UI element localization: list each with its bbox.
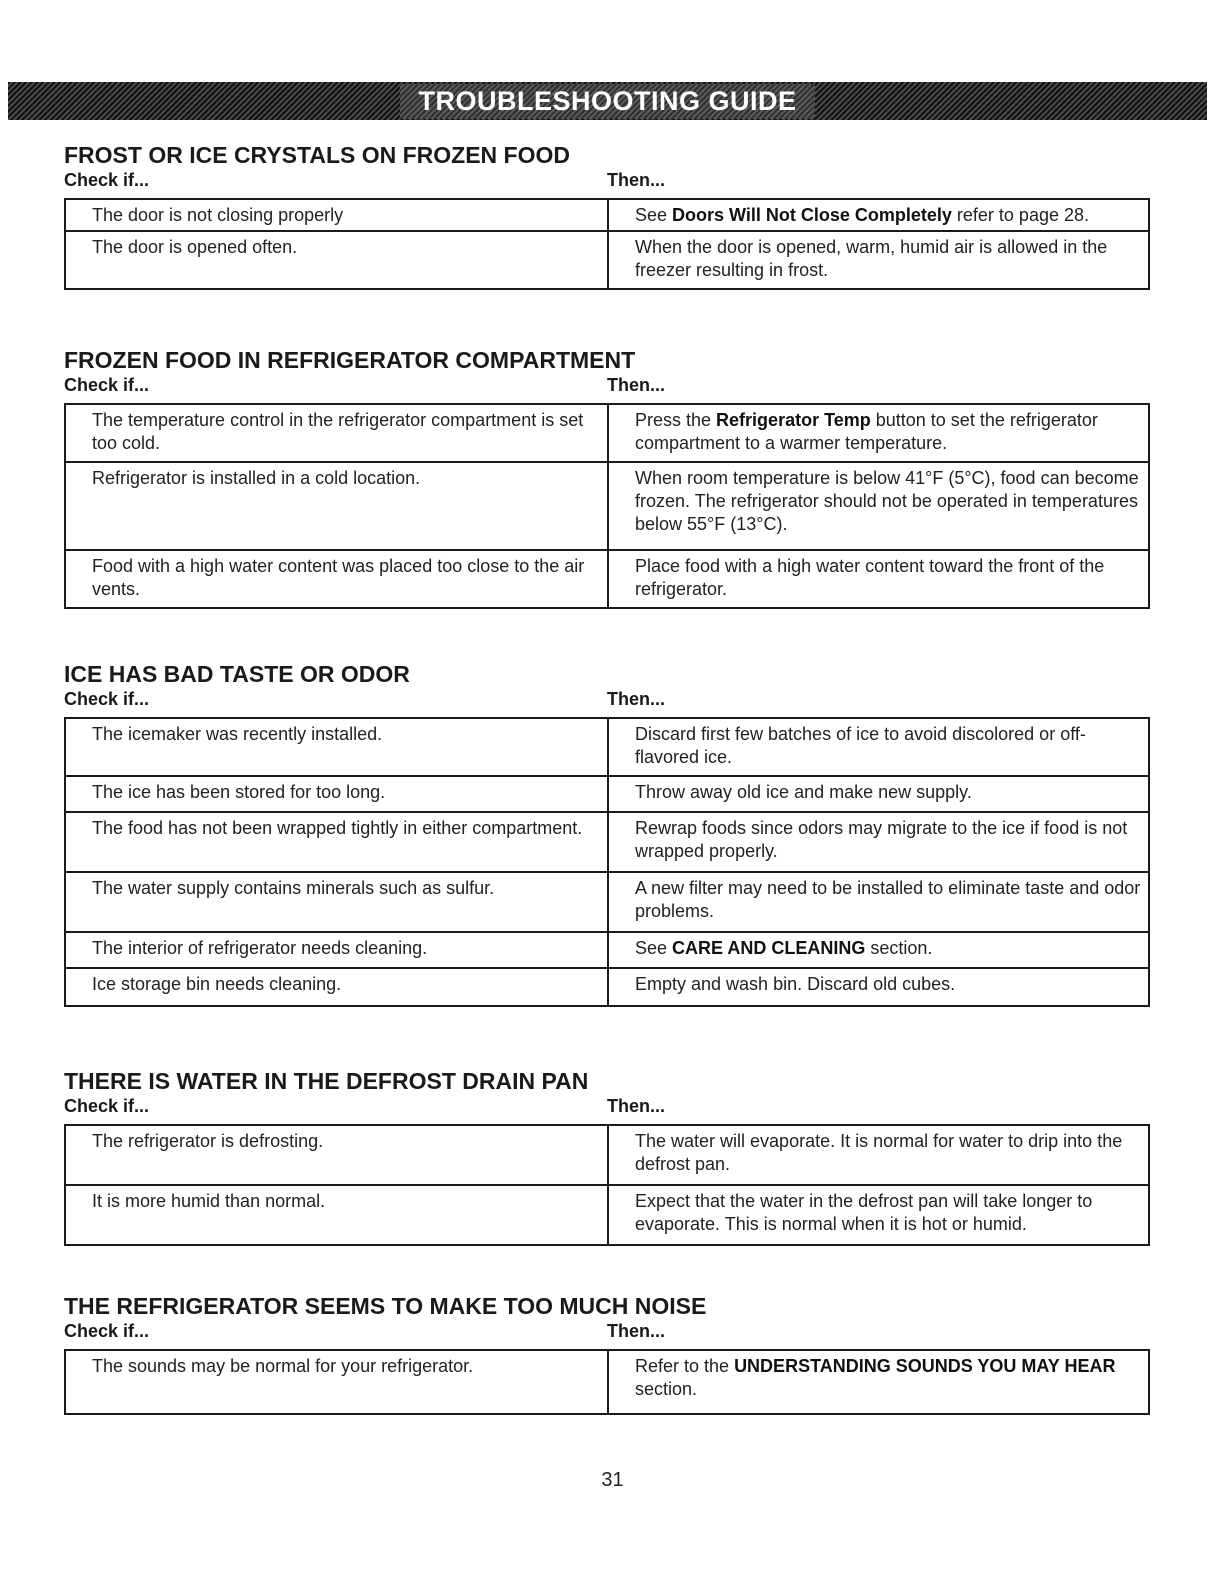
page-banner (8, 82, 1207, 120)
table-row (66, 719, 1148, 775)
then-cell: When room temperature is below 41°F (5°C), food can become frozen. The refrigerator should not be operated in temperatures below 55°F (13°C). (635, 468, 1139, 534)
troubleshooting-table (64, 717, 1150, 1007)
check-if-heading: Check if... (64, 170, 150, 190)
check-cell: It is more humid than normal. (66, 1186, 609, 1244)
section-title: ICE HAS BAD TASTE OR ODOR (64, 661, 410, 687)
table-row (66, 405, 1148, 461)
then-heading: Then... (607, 1321, 665, 1341)
then-cell: Expect that the water in the defrost pan will take longer to evaporate. This is normal when it is hot or humid. (635, 1191, 1093, 1234)
troubleshooting-table (64, 198, 1150, 290)
check-cell: The door is opened often. (66, 232, 609, 288)
table-row (66, 1351, 1148, 1413)
troubleshooting-table (64, 1349, 1150, 1415)
page-number: 31 (601, 1469, 624, 1491)
troubleshooting-table (64, 1124, 1150, 1246)
table-row (66, 775, 1148, 811)
check-if-heading: Check if... (64, 1096, 150, 1116)
section-ice-bad-taste (64, 661, 1150, 1007)
check-cell: The icemaker was recently installed. (66, 719, 609, 775)
check-cell: Refrigerator is installed in a cold location. (66, 463, 609, 549)
then-cell: A new filter may need to be installed to eliminate taste and odor problems. (635, 878, 1141, 921)
section-title: THERE IS WATER IN THE DEFROST DRAIN PAN (64, 1068, 589, 1094)
column-headers (64, 168, 1150, 192)
then-cell: Place food with a high water content toward the front of the refrigerator. (635, 556, 1105, 599)
check-cell: The water supply contains minerals such as sulfur. (66, 873, 609, 931)
check-cell: The interior of refrigerator needs cleaning. (66, 933, 609, 967)
then-cell: See Doors Will Not Close Completely refer to page 28. (635, 205, 1089, 225)
section-frozen-food (64, 347, 1150, 609)
then-cell: The water will evaporate. It is normal for water to drip into the defrost pan. (635, 1131, 1123, 1174)
section-water-in-drain-pan (64, 1068, 1150, 1246)
then-cell: Discard first few batches of ice to avoid discolored or off-flavored ice. (635, 724, 1086, 767)
table-row (66, 461, 1148, 549)
then-cell: Throw away old ice and make new supply. (635, 782, 972, 802)
column-headers (64, 687, 1150, 711)
table-row (66, 200, 1148, 230)
check-if-heading: Check if... (64, 689, 150, 709)
check-cell: The food has not been wrapped tightly in either compartment. (66, 813, 609, 871)
check-if-heading: Check if... (64, 375, 150, 395)
column-headers (64, 373, 1150, 397)
section-frost-ice-crystals (64, 142, 1150, 290)
table-row (66, 811, 1148, 871)
table-row (66, 549, 1148, 607)
then-heading: Then... (607, 170, 665, 190)
then-heading: Then... (607, 689, 665, 709)
check-cell: The door is not closing properly (66, 200, 609, 230)
column-headers (64, 1094, 1150, 1118)
table-row (66, 1184, 1148, 1244)
then-cell: Rewrap foods since odors may migrate to the ice if food is not wrapped properly. (635, 818, 1128, 861)
troubleshooting-table (64, 403, 1150, 609)
table-row (66, 230, 1148, 288)
section-title: FROZEN FOOD IN REFRIGERATOR COMPARTMENT (64, 347, 636, 373)
section-title: THE REFRIGERATOR SEEMS TO MAKE TOO MUCH NOISE (64, 1293, 707, 1319)
check-cell: The refrigerator is defrosting. (66, 1126, 609, 1184)
then-heading: Then... (607, 375, 665, 395)
then-heading: Then... (607, 1096, 665, 1116)
then-cell: See CARE AND CLEANING section. (635, 938, 933, 958)
table-row (66, 931, 1148, 967)
section-title: FROST OR ICE CRYSTALS ON FROZEN FOOD (64, 142, 570, 168)
then-cell: Refer to the UNDERSTANDING SOUNDS YOU MAY HEAR section. (635, 1356, 1116, 1399)
section-too-much-noise (64, 1293, 1150, 1415)
then-cell: Empty and wash bin. Discard old cubes. (635, 974, 956, 994)
check-cell: The ice has been stored for too long. (66, 777, 609, 811)
then-cell: Press the Refrigerator Temp button to set the refrigerator compartment to a warmer temperature. (635, 410, 1098, 453)
page-title: TROUBLESHOOTING GUIDE (400, 84, 814, 119)
table-row (66, 967, 1148, 1005)
check-cell: Food with a high water content was placed too close to the air vents. (66, 551, 609, 607)
check-cell: The sounds may be normal for your refrigerator. (66, 1351, 609, 1413)
check-if-heading: Check if... (64, 1321, 150, 1341)
check-cell: The temperature control in the refrigerator compartment is set too cold. (66, 405, 609, 461)
check-cell: Ice storage bin needs cleaning. (66, 969, 609, 1005)
table-row (66, 1126, 1148, 1184)
table-row (66, 871, 1148, 931)
column-headers (64, 1319, 1150, 1343)
then-cell: When the door is opened, warm, humid air is allowed in the freezer resulting in frost. (635, 237, 1108, 280)
